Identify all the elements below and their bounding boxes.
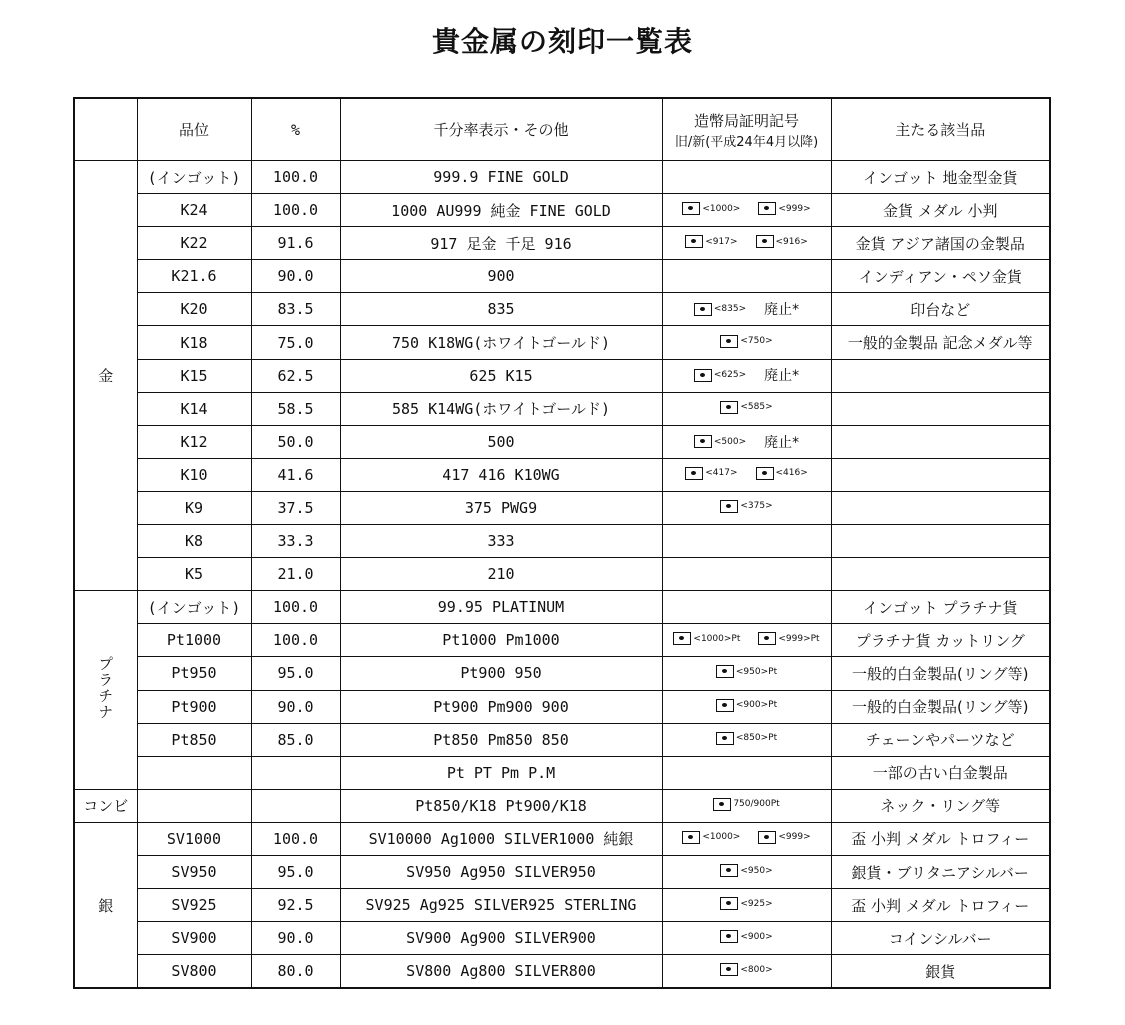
header-mint-mark	[662, 98, 831, 161]
cell-fineness: SV900 Ag900 SILVER900	[340, 922, 662, 955]
mint-mark-fineness: <750>	[740, 336, 773, 347]
flag-icon	[720, 864, 738, 877]
flag-icon	[758, 831, 776, 844]
mint-mark-fineness: <500>	[713, 436, 747, 447]
mint-mark	[720, 500, 772, 513]
cell-fineness: 210	[340, 558, 662, 591]
cell-percent: 91.6	[251, 227, 340, 260]
group-label: プラチナ	[96, 656, 115, 720]
cell-products	[831, 458, 1050, 491]
cell-percent: 92.5	[251, 889, 340, 922]
cell-fineness: 900	[340, 260, 662, 293]
cell-percent: 58.5	[251, 392, 340, 425]
flag-icon	[716, 665, 734, 678]
table-row	[74, 491, 1050, 524]
table-row	[74, 359, 1050, 392]
cell-products: 一般的白金製品(リング等)	[831, 657, 1050, 690]
cell-percent: 100.0	[251, 591, 340, 624]
cell-percent: 33.3	[251, 525, 340, 558]
mint-mark	[682, 202, 740, 215]
mint-mark	[720, 335, 772, 348]
cell-products	[831, 525, 1050, 558]
mint-mark	[756, 467, 808, 480]
group-label: 金	[98, 367, 114, 386]
cell-mint-mark	[662, 425, 831, 458]
cell-mint-mark	[662, 756, 831, 789]
abolished-label: 廃止*	[764, 368, 800, 385]
cell-products: 一部の古い白金製品	[831, 756, 1050, 789]
mint-mark	[685, 467, 737, 480]
mint-mark-fineness: <416>	[775, 468, 808, 479]
mint-mark	[713, 798, 779, 811]
cell-mint-mark	[662, 491, 831, 524]
metal-group-platinum	[74, 591, 137, 790]
cell-percent: 75.0	[251, 326, 340, 359]
cell-fineness: 585 K14WG(ホワイトゴールド)	[340, 392, 662, 425]
hallmark-table	[73, 97, 1051, 989]
cell-grade: K8	[137, 525, 251, 558]
cell-products	[831, 425, 1050, 458]
flag-icon	[720, 930, 738, 943]
cell-mint-mark	[662, 293, 831, 326]
cell-percent: 90.0	[251, 260, 340, 293]
cell-mint-mark	[662, 227, 831, 260]
cell-grade: SV1000	[137, 822, 251, 855]
table-row	[74, 227, 1050, 260]
cell-mint-mark	[662, 525, 831, 558]
mint-mark	[758, 202, 810, 215]
mint-mark-fineness: <917>	[705, 236, 738, 247]
mint-mark	[682, 831, 740, 844]
flag-icon	[716, 699, 734, 712]
cell-fineness: Pt850/K18 Pt900/K18	[340, 789, 662, 822]
flag-icon	[720, 897, 738, 910]
cell-grade: K21.6	[137, 260, 251, 293]
cell-percent	[251, 756, 340, 789]
flag-icon	[682, 202, 700, 215]
table-row	[74, 392, 1050, 425]
cell-mint-mark	[662, 359, 831, 392]
mint-mark-fineness: <999>	[778, 832, 811, 843]
mint-mark	[694, 369, 746, 382]
flag-icon	[694, 435, 712, 448]
cell-products: 銀貨・ブリタニアシルバー	[831, 855, 1050, 888]
cell-mint-mark	[662, 690, 831, 723]
cell-grade: K5	[137, 558, 251, 591]
flag-icon	[673, 632, 691, 645]
cell-percent: 90.0	[251, 922, 340, 955]
table-row	[74, 922, 1050, 955]
mint-mark	[758, 831, 810, 844]
flag-icon	[694, 303, 712, 316]
flag-icon	[758, 202, 776, 215]
cell-percent: 83.5	[251, 293, 340, 326]
cell-fineness: Pt900 Pm900 900	[340, 690, 662, 723]
mint-mark-fineness: <1000>	[702, 832, 741, 843]
abolished-label: 廃止*	[764, 302, 800, 319]
cell-grade: K15	[137, 359, 251, 392]
cell-grade: K10	[137, 458, 251, 491]
metal-group-gold	[74, 161, 137, 591]
mint-mark-fineness: <1000>Pt	[693, 633, 741, 644]
group-label: コンビ	[83, 797, 129, 816]
table-row	[74, 723, 1050, 756]
cell-products: プラチナ貨 カットリング	[831, 624, 1050, 657]
cell-percent: 41.6	[251, 458, 340, 491]
cell-percent: 95.0	[251, 657, 340, 690]
cell-grade: SV800	[137, 955, 251, 989]
table-row	[74, 293, 1050, 326]
mint-mark-fineness: <850>Pt	[735, 733, 778, 744]
cell-mint-mark	[662, 326, 831, 359]
cell-mint-mark	[662, 260, 831, 293]
header-fineness: 千分率表示・その他	[340, 98, 662, 161]
mint-mark-fineness: <999>Pt	[778, 633, 820, 644]
table-row	[74, 458, 1050, 491]
table-row	[74, 955, 1050, 989]
mint-mark	[720, 930, 772, 943]
cell-percent: 80.0	[251, 955, 340, 989]
cell-products: ネック・リング等	[831, 789, 1050, 822]
table-row	[74, 525, 1050, 558]
table-row	[74, 855, 1050, 888]
cell-products: コインシルバー	[831, 922, 1050, 955]
table-row	[74, 690, 1050, 723]
cell-grade	[137, 756, 251, 789]
cell-grade: (インゴット)	[137, 161, 251, 194]
cell-grade	[137, 789, 251, 822]
metal-group-combi	[74, 789, 137, 822]
header-row	[74, 98, 1050, 161]
cell-mint-mark	[662, 922, 831, 955]
table-row	[74, 425, 1050, 458]
cell-percent: 100.0	[251, 624, 340, 657]
cell-products: 銀貨	[831, 955, 1050, 989]
mint-mark	[685, 235, 737, 248]
cell-fineness: 333	[340, 525, 662, 558]
flag-icon	[720, 401, 738, 414]
cell-fineness: Pt PT Pm P.M	[340, 756, 662, 789]
cell-grade: SV925	[137, 889, 251, 922]
cell-grade: K18	[137, 326, 251, 359]
mint-mark	[756, 235, 808, 248]
cell-grade: SV950	[137, 855, 251, 888]
header-mint-mark-line2: 旧/新(平成24年4月以降)	[674, 134, 819, 150]
mint-mark-fineness: <835>	[713, 304, 747, 315]
cell-fineness: 1000 AU999 純金 FINE GOLD	[340, 194, 662, 227]
mint-mark-fineness: 750/900Pt	[733, 799, 780, 810]
mint-mark-fineness: <916>	[775, 236, 808, 247]
cell-fineness: Pt900 950	[340, 657, 662, 690]
cell-fineness: 625 K15	[340, 359, 662, 392]
flag-icon	[720, 963, 738, 976]
group-label: 銀	[98, 896, 114, 915]
cell-products	[831, 491, 1050, 524]
page-title: 貴金属の刻印一覧表	[431, 25, 693, 58]
cell-products	[831, 392, 1050, 425]
table-row	[74, 194, 1050, 227]
cell-fineness: 999.9 FINE GOLD	[340, 161, 662, 194]
cell-products: 一般的白金製品(リング等)	[831, 690, 1050, 723]
cell-fineness: 750 K18WG(ホワイトゴールド)	[340, 326, 662, 359]
cell-fineness: 500	[340, 425, 662, 458]
cell-mint-mark	[662, 955, 831, 989]
cell-fineness: 417 416 K10WG	[340, 458, 662, 491]
table-row	[74, 161, 1050, 194]
flag-icon	[756, 235, 774, 248]
mint-mark	[673, 632, 740, 645]
flag-icon	[685, 467, 703, 480]
cell-mint-mark	[662, 822, 831, 855]
cell-percent: 21.0	[251, 558, 340, 591]
cell-fineness: SV950 Ag950 SILVER950	[340, 855, 662, 888]
cell-percent: 85.0	[251, 723, 340, 756]
flag-icon	[694, 369, 712, 382]
mint-mark-fineness: <900>Pt	[735, 700, 778, 711]
cell-products: インディアン・ペソ金貨	[831, 260, 1050, 293]
cell-grade: Pt1000	[137, 624, 251, 657]
mint-mark-fineness: <417>	[705, 468, 738, 479]
cell-mint-mark	[662, 194, 831, 227]
table-row	[74, 591, 1050, 624]
cell-mint-mark	[662, 855, 831, 888]
header-products: 主たる該当品	[831, 98, 1050, 161]
cell-grade: K20	[137, 293, 251, 326]
flag-icon	[720, 500, 738, 513]
cell-mint-mark	[662, 657, 831, 690]
flag-icon	[758, 632, 776, 645]
cell-fineness: Pt1000 Pm1000	[340, 624, 662, 657]
flag-icon	[685, 235, 703, 248]
cell-products: 盃 小判 メダル トロフィー	[831, 889, 1050, 922]
mint-mark-fineness: <375>	[740, 501, 773, 512]
cell-grade: Pt950	[137, 657, 251, 690]
cell-products: 金貨 アジア諸国の金製品	[831, 227, 1050, 260]
cell-fineness: 917 足金 千足 916	[340, 227, 662, 260]
cell-mint-mark	[662, 789, 831, 822]
mint-mark-fineness: <950>	[740, 865, 773, 876]
cell-percent: 100.0	[251, 194, 340, 227]
cell-percent: 37.5	[251, 491, 340, 524]
mint-mark	[716, 665, 777, 678]
cell-mint-mark	[662, 591, 831, 624]
header-percent: %	[251, 98, 340, 161]
cell-grade: SV900	[137, 922, 251, 955]
table-row	[74, 558, 1050, 591]
cell-fineness: SV925 Ag925 SILVER925 STERLING	[340, 889, 662, 922]
cell-percent: 100.0	[251, 161, 340, 194]
flag-icon	[720, 335, 738, 348]
cell-grade: K14	[137, 392, 251, 425]
table-row	[74, 822, 1050, 855]
mint-mark	[758, 632, 819, 645]
mint-mark-fineness: <925>	[740, 898, 773, 909]
header-grade: 品位	[137, 98, 251, 161]
mint-mark-fineness: <585>	[740, 402, 773, 413]
header-mint-mark-line1: 造幣局証明記号	[693, 111, 799, 130]
cell-mint-mark	[662, 392, 831, 425]
cell-products: インゴット 地金型金貨	[831, 161, 1050, 194]
cell-grade: Pt900	[137, 690, 251, 723]
mint-mark	[720, 963, 772, 976]
table-row	[74, 756, 1050, 789]
mint-mark-fineness: <1000>	[702, 203, 741, 214]
cell-products	[831, 558, 1050, 591]
cell-mint-mark	[662, 624, 831, 657]
flag-icon	[682, 831, 700, 844]
cell-products	[831, 359, 1050, 392]
mint-mark-fineness: <625>	[713, 370, 747, 381]
table-row	[74, 326, 1050, 359]
cell-products: インゴット プラチナ貨	[831, 591, 1050, 624]
mint-mark	[720, 864, 772, 877]
cell-fineness: 375 PWG9	[340, 491, 662, 524]
table-row	[74, 657, 1050, 690]
cell-grade: K9	[137, 491, 251, 524]
flag-icon	[756, 467, 774, 480]
cell-fineness: 835	[340, 293, 662, 326]
cell-percent: 50.0	[251, 425, 340, 458]
cell-percent: 62.5	[251, 359, 340, 392]
mint-mark-fineness: <900>	[740, 931, 773, 942]
abolished-label: 廃止*	[764, 434, 800, 451]
cell-products: チェーンやパーツなど	[831, 723, 1050, 756]
table-row	[74, 789, 1050, 822]
mint-mark-fineness: <999>	[778, 203, 811, 214]
mint-mark	[716, 699, 777, 712]
table-row	[74, 889, 1050, 922]
cell-products: 一般的金製品 記念メダル等	[831, 326, 1050, 359]
mint-mark-fineness: <950>Pt	[735, 666, 778, 677]
table-row	[74, 260, 1050, 293]
cell-mint-mark	[662, 161, 831, 194]
cell-mint-mark	[662, 558, 831, 591]
cell-mint-mark	[662, 889, 831, 922]
mint-mark	[694, 303, 746, 316]
cell-fineness: 99.95 PLATINUM	[340, 591, 662, 624]
cell-products: 印台など	[831, 293, 1050, 326]
cell-grade: Pt850	[137, 723, 251, 756]
cell-grade: K12	[137, 425, 251, 458]
cell-products: 盃 小判 メダル トロフィー	[831, 822, 1050, 855]
cell-mint-mark	[662, 458, 831, 491]
metal-group-silver	[74, 822, 137, 988]
cell-mint-mark	[662, 723, 831, 756]
cell-fineness: SV10000 Ag1000 SILVER1000 純銀	[340, 822, 662, 855]
cell-percent: 100.0	[251, 822, 340, 855]
header-metal	[74, 98, 137, 161]
cell-grade: K22	[137, 227, 251, 260]
mint-mark	[694, 435, 746, 448]
cell-percent	[251, 789, 340, 822]
cell-grade: (インゴット)	[137, 591, 251, 624]
cell-fineness: SV800 Ag800 SILVER800	[340, 955, 662, 989]
mint-mark	[716, 732, 777, 745]
mint-mark-fineness: <800>	[740, 964, 773, 975]
cell-percent: 95.0	[251, 855, 340, 888]
cell-products: 金貨 メダル 小判	[831, 194, 1050, 227]
table-body	[74, 161, 1050, 989]
mint-mark	[720, 401, 772, 414]
cell-grade: K24	[137, 194, 251, 227]
cell-percent: 90.0	[251, 690, 340, 723]
flag-icon	[716, 732, 734, 745]
mint-mark	[720, 897, 772, 910]
cell-fineness: Pt850 Pm850 850	[340, 723, 662, 756]
table-row	[74, 624, 1050, 657]
flag-icon	[713, 798, 731, 811]
